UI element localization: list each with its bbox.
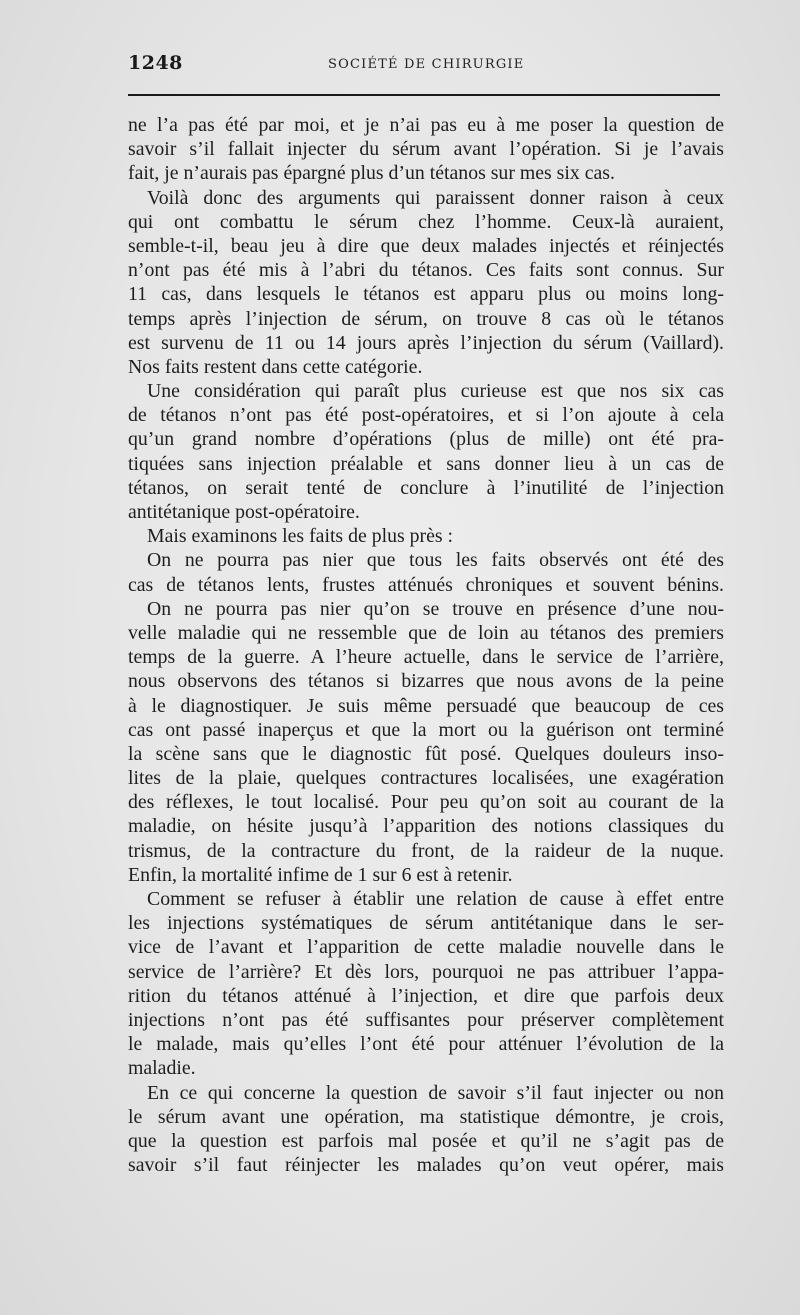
text-line: vice de l’avant et l’apparition de cette maladie nouvelle dans le (128, 936, 724, 959)
body-text (128, 113, 724, 1177)
text-line: Enfin, la mortalité infime de 1 sur 6 est à retenir. (128, 863, 513, 886)
text-line: Comment se refuser à établir une relation de cause à effet entre (147, 888, 724, 910)
text-line: le malade, mais qu’elles l’ont été pour atténuer l’évolution de la (128, 1033, 724, 1056)
text-line: service de l’arrière? Et dès lors, pourquoi ne pas attribuer l’appa- (128, 960, 724, 983)
header-rule (128, 94, 720, 96)
running-title: SOCIÉTÉ DE CHIRURGIE (328, 57, 525, 72)
text-line: qui ont combattu le sérum chez l’homme. Ceux-là auraient, (128, 210, 724, 233)
text-line: semble-t-il, beau jeu à dire que deux malades injectés et réinjectés (128, 234, 724, 257)
text-line: On ne pourra pas nier que tous les faits observés ont été des (147, 549, 724, 572)
text-line: n’ont pas été mis à l’abri du tétanos. Ces faits sont connus. Sur (128, 259, 724, 282)
text-line: temps de la guerre. A l’heure actuelle, dans le service de l’arrière, (128, 646, 724, 669)
text-line: des réflexes, le tout localisé. Pour peu qu’on soit au courant de la (128, 791, 724, 814)
text-line: savoir s’il faut réinjecter les malades qu’on veut opérer, mais (128, 1154, 724, 1177)
text-line: Une considération qui paraît plus curieuse est que nos six cas (147, 380, 724, 403)
text-line: Nos faits restent dans cette catégorie. (128, 355, 423, 378)
text-line: de tétanos n’ont pas été post-opératoires, et si l’on ajoute à cela (128, 404, 724, 427)
text-line: rition du tétanos atténué à l’injection, et dire que parfois deux (128, 984, 724, 1007)
text-line: cas ont passé inaperçus et que la mort ou la guérison ont terminé (128, 718, 724, 741)
text-line: En ce qui concerne la question de savoir s’il faut injecter ou non (147, 1081, 724, 1104)
text-line: injections n’ont pas été suffisantes pour préserver complètement (128, 1008, 724, 1031)
text-line: On ne pourra pas nier qu’on se trouve en présence d’une nou- (147, 597, 724, 620)
text-line: que la question est parfois mal posée et qu’il ne s’agit pas de (128, 1129, 724, 1152)
text-line: cas de tétanos lents, frustes atténués chroniques et souvent bénins. (128, 573, 724, 596)
text-line: 11 cas, dans lesquels le tétanos est apparu plus ou moins long- (128, 283, 724, 306)
text-line: tiquées sans injection préalable et sans donner lieu à un cas de (128, 452, 724, 475)
text-line: est survenu de 11 ou 14 jours après l’injection du sérum (Vaillard). (128, 331, 724, 354)
page-number: 1248 (128, 52, 183, 74)
text-line: nous observons des tétanos si bizarres que nous avons de la peine (128, 670, 724, 693)
text-line: Mais examinons les faits de plus près : (147, 525, 454, 548)
text-line: trismus, de la contracture du front, de la raideur de la nuque. (128, 839, 724, 862)
text-line: velle maladie qui ne ressemble que de loin au tétanos des premiers (128, 621, 724, 644)
text-line: temps après l’injection de sérum, on trouve 8 cas où le tétanos (128, 307, 724, 330)
text-line: ne l’a pas été par moi, et je n’ai pas eu à me poser la question de (128, 114, 724, 136)
text-line: qu’un grand nombre d’opérations (plus de mille) ont été pra- (128, 428, 724, 451)
text-line: le sérum avant une opération, ma statistique démontre, je crois, (128, 1105, 724, 1128)
text-line: antitétanique post-opératoire. (128, 501, 360, 523)
text-line: la scène sans que le diagnostic fût posé. Quelques douleurs inso- (128, 742, 724, 765)
text-line: à le diagnostiquer. Je suis même persuadé que beaucoup de ces (128, 694, 724, 717)
text-line: tétanos, on serait tenté de conclure à l’inutilité de l’injection (128, 476, 724, 499)
text-line: les injections systématiques de sérum antitétanique dans le ser- (128, 912, 724, 935)
text-line: Voilà donc des arguments qui paraissent donner raison à ceux (147, 186, 724, 209)
text-line: fait, je n’aurais pas épargné plus d’un tétanos sur mes six cas. (128, 162, 615, 185)
page-header (128, 52, 720, 76)
text-line: lites de la plaie, quelques contractures localisées, une exagération (128, 767, 724, 790)
text-line: maladie. (128, 1057, 196, 1080)
text-line: maladie, on hésite jusqu’à l’apparition des notions classiques du (128, 815, 724, 838)
text-line: savoir s’il fallait injecter du sérum avant l’opération. Si je l’avais (128, 138, 724, 161)
